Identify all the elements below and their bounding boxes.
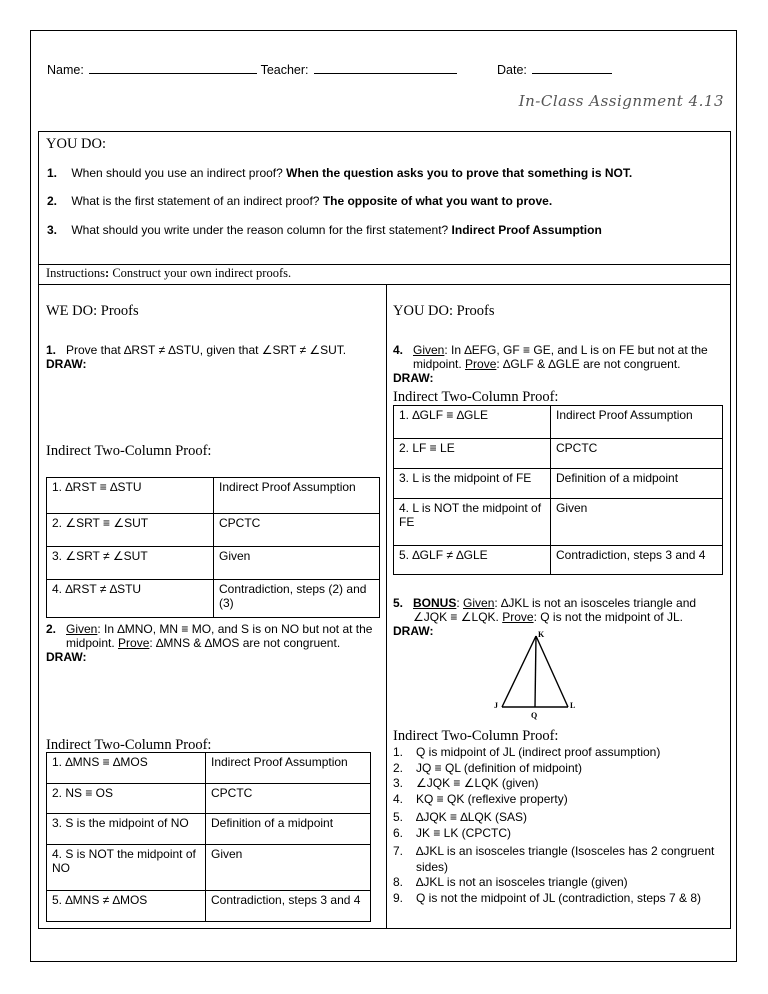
draw-label: DRAW: [393,371,434,385]
step-number: 9. [393,890,404,905]
we-do-title: WE DO: Proofs [46,303,139,319]
date-blank [532,64,612,74]
you-do-title: YOU DO: [46,136,107,152]
prove-label: Prove [502,610,534,624]
problem-number: 5. [393,596,404,610]
statement-cell: 2. ∠SRT ≡ ∠SUT [47,514,214,547]
prove-label: Prove [465,357,497,371]
proof-table-2 [46,752,371,922]
given-label: Given [413,343,445,357]
step-number: 6. [393,825,404,840]
statement-cell: 4. L is NOT the midpoint of FE [394,499,551,546]
table-row [394,406,723,439]
list-item [393,745,723,761]
step-number: 5. [393,810,404,824]
table-row [394,469,723,499]
step-text: ∆JQK ≡ ∆LQK (SAS) [416,810,528,824]
statement-cell: 5. ∆MNS ≠ ∆MOS [47,891,206,922]
question-1 [47,166,632,180]
triangle-diagram [480,628,590,724]
proof-title-5: Indirect Two-Column Proof: [393,728,559,744]
question-answer: The opposite of what you want to prove. [322,194,553,208]
list-item [393,875,723,891]
table-row [394,439,723,469]
statement-cell: 3. L is the midpoint of FE [394,469,551,499]
given-text: : In ∆EFG, GF ≡ GE, and L is on FE but not at the midpoint. [413,343,708,371]
reason-cell: Contradiction, steps 3 and 4 [206,891,371,922]
segment-kq [535,636,536,707]
problem-text: Prove that ∆RST ≠ ∆STU, given that ∠SRT ≠ ∠SUT. [66,343,347,357]
you-do-proofs-title: YOU DO: Proofs [393,303,495,319]
step-number: 8. [393,875,404,889]
table-row [47,478,380,514]
name-label: Name: [47,63,84,77]
statement-cell: 4. ∆RST ≠ ∆STU [47,580,214,618]
teacher-label: Teacher: [260,63,309,77]
table-row [47,814,371,845]
prove-text: : Q is not the midpoint of JL. [533,610,683,624]
step-number: 1. [393,745,404,759]
question-text: What should you write under the reason column for the first statement? [71,223,449,237]
list-item [393,844,723,875]
given-text: : In ∆MNO, MN ≡ MO, and S is on NO but not at the midpoint. [66,622,373,650]
proof-title-2: Indirect Two-Column Proof: [46,737,212,753]
problem-number: 1. [46,343,57,357]
statement-cell: 3. ∠SRT ≠ ∠SUT [47,547,214,580]
statement-cell: 3. S is the midpoint of NO [47,814,206,845]
reason-cell: Given [551,499,723,546]
problem-5: 5. BONUS: Given: ∆JKL is not an isosceles triangle and ∠JQK ≡ ∠LQK. Prove: Q is not the midpoint of JL. DRAW: [393,596,697,638]
step-number: 7. [393,844,404,858]
proof-table-1 [46,477,380,618]
proof-list-5 [393,745,723,906]
vertex-label-k: K [538,630,545,639]
table-row [47,514,380,547]
question-answer: Indirect Proof Assumption [451,223,602,237]
question-text: What is the first statement of an indirect proof? [71,194,320,208]
question-number: 2. [47,194,58,208]
prove-label: Prove [118,636,150,650]
reason-cell: Indirect Proof Assumption [214,478,380,514]
reason-cell: Indirect Proof Assumption [551,406,723,439]
table-row [47,845,371,891]
table-row [47,891,371,922]
question-2 [47,194,552,208]
assignment-title: In-Class Assignment 4.13 [518,92,724,110]
teacher-blank [314,64,457,74]
instructions-text: Construct your own indirect proofs. [109,266,292,280]
name-blank [89,64,257,74]
bonus-label: BONUS [413,596,457,610]
reason-cell: Given [214,547,380,580]
question-number: 3. [47,223,58,237]
statement-cell: 5. ∆GLF ≠ ∆GLE [394,546,551,575]
prove-text: : ∆MNS & ∆MOS are not congruent. [149,636,341,650]
step-text: ∆JKL is an isosceles triangle (Isosceles has 2 congruent sides) [416,844,715,874]
statement-cell: 2. NS ≡ OS [47,784,206,814]
proof-title-4: Indirect Two-Column Proof: [393,389,559,405]
name-field [47,63,457,77]
instructions-label: Instructions [46,266,106,280]
draw-label: DRAW: [46,357,87,371]
table-row [47,753,371,784]
instructions [46,266,291,281]
table-row [47,580,380,618]
statement-cell: 2. LF ≡ LE [394,439,551,469]
given-text: : ∆JKL is not an isosceles triangle and ∠JQK ≡ ∠LQK. [413,596,697,624]
point-label-q: Q [531,711,538,720]
question-text: When should you use an indirect proof? [71,166,283,180]
statement-cell: 1. ∆MNS ≡ ∆MOS [47,753,206,784]
side-kl [536,636,568,707]
step-text: Q is not the midpoint of JL (contradiction, steps 7 & 8) [416,890,702,905]
table-row [394,499,723,546]
step-text: Q is midpoint of JL (indirect proof assumption) [416,745,661,759]
question-number: 1. [47,166,58,180]
step-text: KQ ≡ QK (reflexive property) [416,791,568,806]
question-answer: When the question asks you to prove that something is NOT. [286,166,633,180]
date-label: Date: [497,63,527,77]
given-label: Given [66,622,98,636]
step-text: ∠JQK ≡ ∠LQK (given) [416,776,539,790]
list-item [393,810,723,826]
side-kj [502,636,536,707]
given-label: Given [463,596,495,610]
step-number: 3. [393,776,404,790]
instructions-colon: : [105,266,110,280]
step-number: 2. [393,760,404,775]
reason-cell: Contradiction, steps 3 and 4 [551,546,723,575]
list-item [393,761,723,777]
reason-cell: Definition of a midpoint [206,814,371,845]
draw-label: DRAW: [393,624,434,638]
statement-cell: 4. S is NOT the midpoint of NO [47,845,206,891]
draw-label: DRAW: [46,650,87,664]
prove-text: : ∆GLF & ∆GLE are not congruent. [496,357,681,371]
vertex-label-j: J [494,701,498,710]
proof-table-4 [393,405,723,575]
reason-cell: CPCTC [214,514,380,547]
problem-number: 2. [46,622,57,636]
table-row [47,784,371,814]
problem-1 [46,343,380,371]
table-row [394,546,723,575]
step-text: JK ≡ LK (CPCTC) [416,825,512,840]
list-item [393,776,723,792]
question-3 [47,223,602,237]
step-text: ∆JKL is not an isosceles triangle (given) [416,875,628,889]
list-item [393,891,723,907]
table-row [47,547,380,580]
vertex-label-l: L [570,701,576,710]
list-item [393,792,723,808]
problem-4 [393,343,723,385]
reason-cell: Contradiction, steps (2) and (3) [214,580,380,618]
problem-number: 4. [393,343,404,357]
list-item [393,826,723,842]
statement-cell: 1. ∆GLF ≡ ∆GLE [394,406,551,439]
reason-cell: Indirect Proof Assumption [206,753,371,784]
reason-cell: CPCTC [206,784,371,814]
problem-2 [46,622,382,664]
step-text: JQ ≡ QL (definition of midpoint) [416,760,582,775]
reason-cell: CPCTC [551,439,723,469]
proof-title-1: Indirect Two-Column Proof: [46,443,212,459]
reason-cell: Given [206,845,371,891]
date-field [497,63,612,77]
step-number: 4. [393,791,404,806]
reason-cell: Definition of a midpoint [551,469,723,499]
statement-cell: 1. ∆RST ≡ ∆STU [47,478,214,514]
